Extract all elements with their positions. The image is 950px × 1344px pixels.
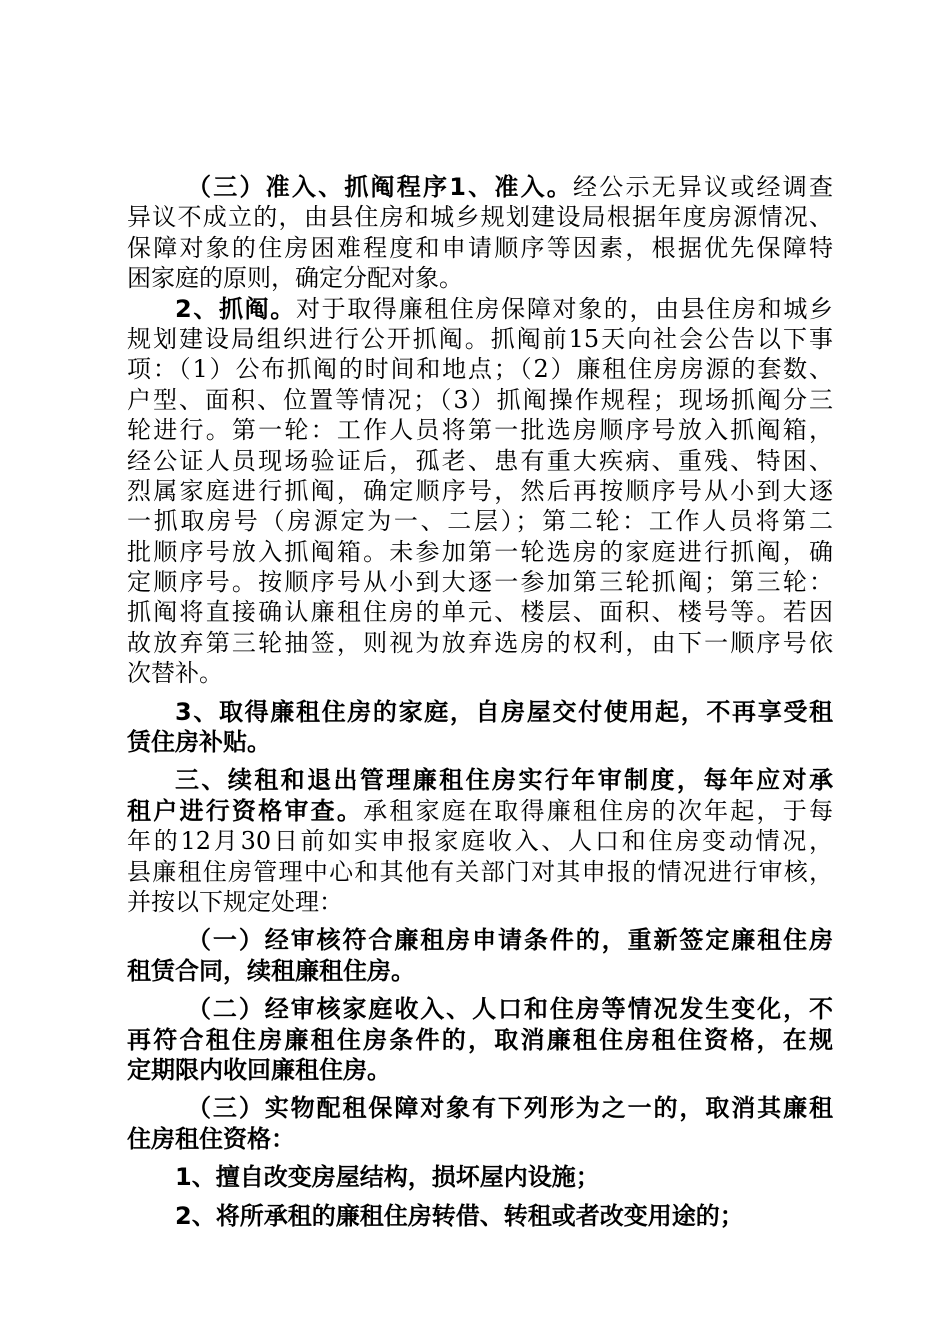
text-line: 故放弃第三轮抽签，则视为放弃选房的权利，由下一顺序号依 (127, 628, 833, 657)
document-page (127, 172, 833, 1231)
text-line: 困家庭的原则，确定分配对象。 (127, 264, 463, 293)
text-line: 经公证人员现场验证后，孤老、患有重大疾病、重残、特困、 (127, 446, 833, 475)
text-line: 赁住房补贴。 (127, 728, 271, 757)
text-line (127, 796, 833, 826)
text-line: 烈属家庭进行抓阄，确定顺序号，然后再按顺序号从小到大逐 (127, 476, 833, 505)
text-line: 再符合租住房廉租住房条件的，取消廉租住房租住资格，在规 (127, 1025, 833, 1054)
text-segment: （三）准入、抓阄程序1、准入。 (187, 173, 574, 201)
text-line: （一）经审核符合廉租房申请条件的，重新签定廉租住房 (187, 926, 833, 955)
text-segment: 租户进行资格审查。 (127, 796, 364, 825)
paragraph-renewal (127, 765, 833, 917)
text-line: 保障对象的住房困难程度和申请顺序等因素，根据优先保障特 (127, 233, 833, 262)
text-line: 定顺序号。按顺序号从小到大逐一参加第三轮抓阄；第三轮： (127, 568, 833, 597)
text-line: 规划建设局组织进行公开抓阄。抓阄前15天向社会公告以下事 (127, 324, 833, 353)
paragraph-admission (127, 172, 833, 294)
text-line: 3、取得廉租住房的家庭，自房屋交付使用起，不再享受租 (175, 697, 833, 726)
text-line: 1、擅自改变房屋结构，损坏屋内设施； (175, 1163, 600, 1192)
text-line: 租赁合同，续租廉租住房。 (127, 956, 415, 985)
text-line: 抓阄将直接确认廉租住房的单元、楼层、面积、楼号等。若因 (127, 598, 833, 627)
text-line: （三）实物配租保障对象有下列形为之一的，取消其廉租 (187, 1094, 833, 1123)
text-line: 并按以下规定处理： (127, 887, 343, 916)
text-line: 一抓取房号（房源定为一、二层）；第二轮：工作人员将第二 (127, 507, 833, 536)
paragraph-list-item-1 (127, 1162, 833, 1192)
text-line: 项：（1）公布抓阄的时间和地点；（2）廉租住房房源的套数、 (127, 355, 833, 384)
text-line: 2、将所承租的廉租住房转借、转租或者改变用途的； (175, 1201, 744, 1230)
paragraph-lottery (127, 294, 833, 689)
text-segment: 对于取得廉租住房保障对象的，由县住房和城乡 (295, 294, 833, 323)
text-line: 批顺序号放入抓阄箱。未参加第一轮选房的家庭进行抓阄，确 (127, 537, 833, 566)
paragraph-item-one (127, 925, 833, 986)
text-line: 住房租住资格： (127, 1124, 295, 1153)
text-line: 户型、面积、位置等情况；（3）抓阄操作规程；现场抓阄分三 (127, 385, 833, 414)
text-line (127, 172, 833, 202)
text-segment: 承租家庭在取得廉租住房的次年起，于每 (363, 796, 833, 825)
paragraph-list-item-2 (127, 1201, 833, 1231)
text-line: 定期限内收回廉租住房。 (127, 1055, 391, 1084)
text-line: 次替补。 (127, 659, 223, 688)
text-line (127, 294, 833, 324)
text-line: 县廉租住房管理中心和其他有关部门对其申报的情况进行审核， (127, 857, 833, 886)
text-line: 异议不成立的，由县住房和城乡规划建设局根据年度房源情况、 (127, 203, 833, 232)
text-line: （二）经审核家庭收入、人口和住房等情况发生变化，不 (187, 995, 833, 1024)
text-segment: 经公示无异议或经调查 (573, 173, 833, 201)
paragraph-subsidy (127, 697, 833, 758)
paragraph-item-two (127, 994, 833, 1085)
paragraph-item-three (127, 1093, 833, 1154)
text-line: 轮进行。第一轮：工作人员将第一批选房顺序号放入抓阄箱， (127, 416, 833, 445)
text-line: 年的12月30日前如实申报家庭收入、人口和住房变动情况， (127, 827, 833, 856)
text-segment: 2、抓阄。 (175, 294, 296, 323)
text-line: 三、续租和退出管理廉租住房实行年审制度，每年应对承 (175, 766, 833, 795)
